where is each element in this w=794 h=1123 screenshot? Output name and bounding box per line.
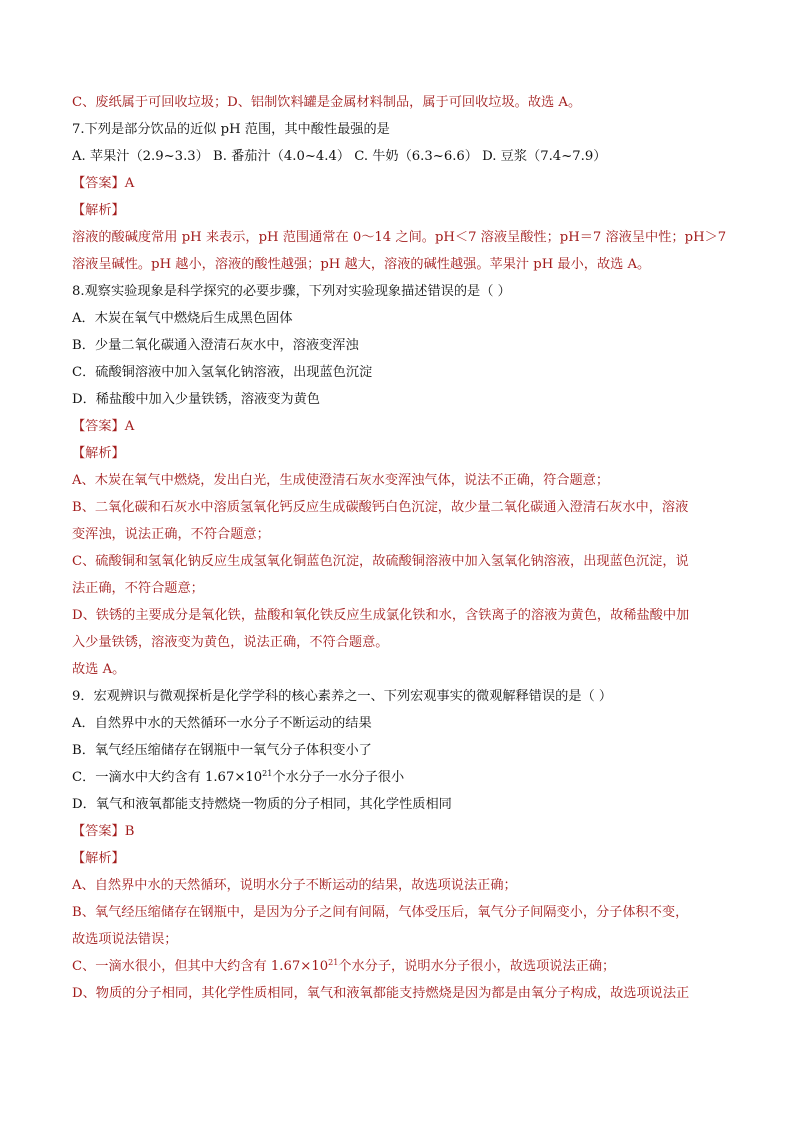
line-text: 入少量铁锈，溶液变为黄色，说法正确，不符合题意。 xyxy=(72,635,389,650)
text-line xyxy=(72,391,320,409)
line-text: B．氧气经压缩储存在钢瓶中一氧气分子体积变小了 xyxy=(72,743,372,758)
line-text: C、一滴水很小，但其中大约含有 1.67×10 xyxy=(72,959,329,974)
line-text: 7.下列是部分饮品的近似 pH 范围，其中酸性最强的是 xyxy=(72,122,390,137)
line-text-continued: 个水分子，说明水分子很小，故选项说法正确； xyxy=(338,959,616,974)
line-text: D．氧气和液氧都能支持燃烧一物质的分子相同，其化学性质相同 xyxy=(72,797,452,812)
text-line xyxy=(72,715,372,733)
line-text: 【答案】A xyxy=(72,419,135,434)
text-line xyxy=(72,931,178,949)
text-line xyxy=(72,688,612,706)
line-text: D．稀盐酸中加入少量铁锈，溶液变为黄色 xyxy=(72,392,320,407)
text-line xyxy=(72,607,689,625)
text-line xyxy=(72,742,372,760)
line-text: 【解析】 xyxy=(72,851,125,866)
line-text: 故选项说法错误； xyxy=(72,932,178,947)
line-text: A、木炭在氧气中燃烧，发出白光，生成使澄清石灰水变浑浊气体，说法不正确，符合题意； xyxy=(72,473,610,488)
text-line xyxy=(72,202,125,220)
line-text: B．少量二氧化碳通入澄清石灰水中，溶液变浑浊 xyxy=(72,338,359,353)
text-line xyxy=(72,769,404,787)
text-line xyxy=(72,121,390,139)
line-text: C、硫酸铜和氢氧化钠反应生成氢氧化铜蓝色沉淀，故硫酸铜溶液中加入氢氧化钠溶液，出现蓝色沉淀，说 xyxy=(72,554,689,569)
text-line xyxy=(72,553,689,571)
text-line xyxy=(72,310,293,328)
text-line xyxy=(72,472,609,490)
text-line xyxy=(72,94,581,112)
line-text: B、二氧化碳和石灰水中溶质氢氧化钙反应生成碳酸钙白色沉淀，故少量二氧化碳通入澄清石灰水中，溶液 xyxy=(72,500,689,515)
line-text: 溶液呈碱性。pH 越小，溶液的酸性越强；pH 越大，溶液的碱性越强。苹果汁 pH 最小，故选 A。 xyxy=(72,257,651,272)
line-text: 【解析】 xyxy=(72,203,125,218)
text-line xyxy=(72,850,125,868)
text-line xyxy=(72,418,134,436)
text-line xyxy=(72,796,452,814)
text-line xyxy=(72,445,125,463)
exponent: 21 xyxy=(328,958,339,967)
text-line xyxy=(72,580,204,598)
text-line xyxy=(72,634,389,652)
line-text: 【答案】B xyxy=(72,824,135,839)
text-line xyxy=(72,229,726,247)
line-text: C．硫酸铜溶液中加入氢氧化钠溶液，出现蓝色沉淀 xyxy=(72,365,373,380)
text-line xyxy=(72,985,689,1003)
text-line xyxy=(72,877,517,895)
line-text: C．一滴水中大约含有 1.67×10 xyxy=(72,770,263,785)
line-text: B、氧气经压缩储存在钢瓶中，是因为分子之间有间隔，气体受压后，氧气分子间隔变小，分子体积不变， xyxy=(72,905,689,920)
text-line xyxy=(72,499,688,517)
text-line xyxy=(72,661,125,679)
text-line xyxy=(72,148,606,166)
text-line xyxy=(72,256,650,274)
line-text: 8.观察实验现象是科学探究的必要步骤，下列对实验现象描述错误的是（ ） xyxy=(72,284,511,299)
line-text: 【答案】A xyxy=(72,176,135,191)
line-text: 变浑浊，说法正确，不符合题意； xyxy=(72,527,270,542)
text-line xyxy=(72,175,134,193)
line-text: C、废纸属于可回收垃圾；D、铝制饮料罐是金属材料制品，属于可回收垃圾。故选 A。 xyxy=(72,95,582,110)
text-line xyxy=(72,283,511,301)
line-text-continued: 个水分子一水分子很小 xyxy=(272,770,405,785)
line-text: 故选 A。 xyxy=(72,662,126,677)
line-text: A．自然界中水的天然循环一水分子不断运动的结果 xyxy=(72,716,372,731)
text-line xyxy=(72,823,134,841)
line-text: D、物质的分子相同，其化学性质相同，氧气和液氧都能支持燃烧是因为都是由氧分子构成，故选项说法正 xyxy=(72,986,690,1001)
line-text: 法正确，不符合题意； xyxy=(72,581,204,596)
line-text: D、铁锈的主要成分是氧化铁，盐酸和氧化铁反应生成氯化铁和水，含铁离子的溶液为黄色，故稀盐酸中加 xyxy=(72,608,690,623)
text-line xyxy=(72,526,270,544)
text-line xyxy=(72,337,359,355)
line-text: A. 苹果汁（2.9~3.3） B. 番茄汁（4.0~4.4） C. 牛奶（6.3~6.6） D. 豆浆（7.4~7.9） xyxy=(72,149,607,164)
line-text: 【解析】 xyxy=(72,446,125,461)
line-text: 溶液的酸碱度常用 pH 来表示，pH 范围通常在 0～14 之间。pH＜7 溶液呈酸性；pH＝7 溶液呈中性；pH＞7 xyxy=(72,230,727,245)
line-text: A．木炭在氧气中燃烧后生成黑色固体 xyxy=(72,311,293,326)
text-line xyxy=(72,364,372,382)
text-line xyxy=(72,958,615,976)
line-text: A、自然界中水的天然循环，说明水分子不断运动的结果，故选项说法正确； xyxy=(72,878,517,893)
exponent: 21 xyxy=(262,769,273,778)
text-line xyxy=(72,904,688,922)
line-text: 9．宏观辨识与微观探析是化学学科的核心素养之一、下列宏观事实的微观解释错误的是（ ） xyxy=(72,689,613,704)
